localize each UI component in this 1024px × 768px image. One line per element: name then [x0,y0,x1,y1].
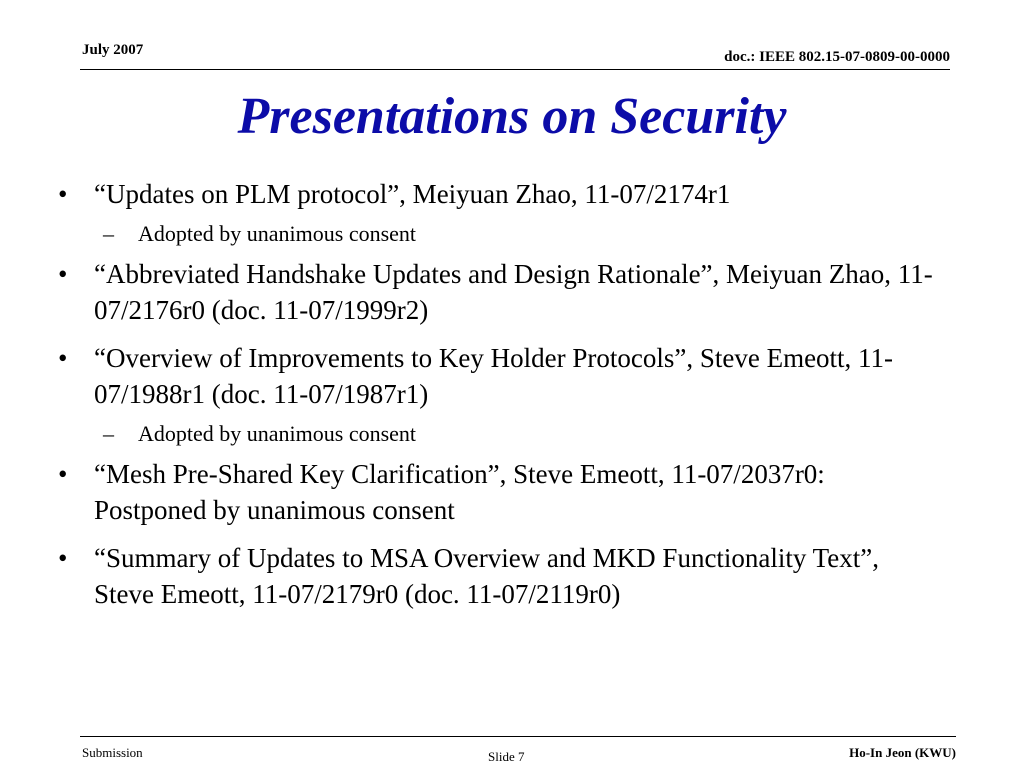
sub-bullet-item [58,220,938,248]
bullet-text: “Abbreviated Handshake Updates and Design Rationale”, Meiyuan Zhao, 11-07/2176r0 (doc. 11-07/1999r2) [94,259,933,325]
bullet-marker: • [58,543,68,573]
footer-divider [80,736,956,737]
sub-bullet-text: Adopted by unanimous consent [138,221,417,246]
bullet-marker: • [58,459,68,489]
header-date: July 2007 [82,42,144,58]
bullet-marker: • [58,259,68,289]
footer-slide-number: Slide 7 [488,749,525,764]
slide-title: Presentations on Security [237,88,787,145]
sub-bullet-text: Adopted by unanimous consent [138,421,417,446]
bullet-item [58,256,938,328]
footer-submission: Submission [82,745,143,760]
bullet-item [58,340,938,412]
bullet-text: “Updates on PLM protocol”, Meiyuan Zhao, 11-07/2174r1 [94,179,731,209]
bullet-item [58,540,938,612]
sub-bullet-marker: – [103,421,114,446]
bullet-text: “Summary of Updates to MSA Overview and MKD Functionality Text”, Steve Emeott, 11-07/2179r0 (doc. 11-07/2119r0) [94,543,880,609]
bullet-item [58,456,938,528]
sub-bullet-marker: – [103,221,114,246]
bullet-list [58,176,938,624]
bullet-text: “Mesh Pre-Shared Key Clarification”, Steve Emeott, 11-07/2037r0: Postponed by unanimous consent [94,459,825,525]
header-doc-id: doc.: IEEE 802.15-07-0809-00-0000 [724,49,950,65]
footer-author: Ho-In Jeon (KWU) [849,745,956,760]
bullet-item [58,176,938,212]
bullet-marker: • [58,343,68,373]
sub-bullet-item [58,420,938,448]
bullet-marker: • [58,179,68,209]
header-divider [80,69,950,70]
bullet-text: “Overview of Improvements to Key Holder Protocols”, Steve Emeott, 11-07/1988r1 (doc. 11-07/1987r1) [94,343,894,409]
